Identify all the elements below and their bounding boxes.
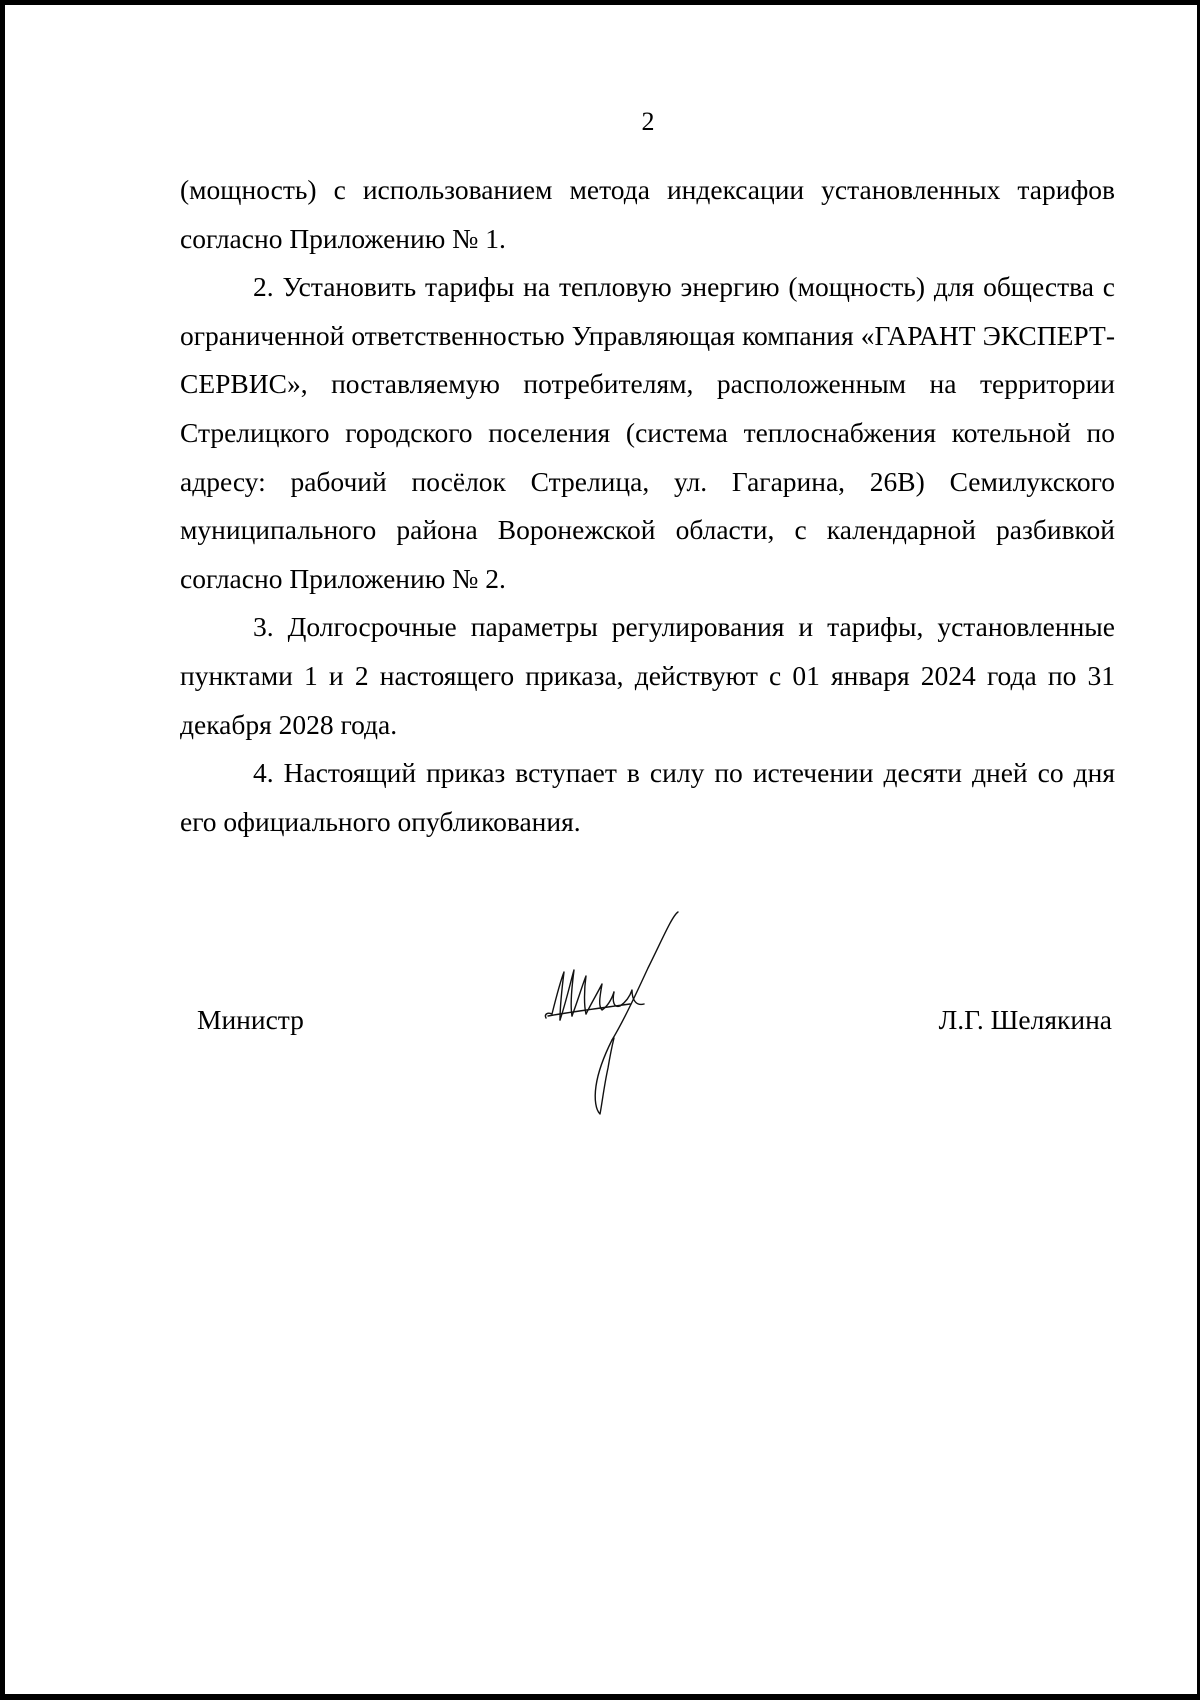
- paragraph-item-3: 3. Долгосрочные параметры регулирования и тарифы, установленные пунктами 1 и 2 настоящего приказа, действуют с 01 января 2024 года по 31 декабря 2028 года.: [180, 611, 1115, 740]
- paragraph-continuation: (мощность) с использованием метода индексации установленных тарифов согласно Приложению № 1.: [180, 174, 1115, 254]
- signatory-title: Министр: [197, 1004, 304, 1035]
- paragraph-item-4: 4. Настоящий приказ вступает в силу по истечении десяти дней со дня его официального опубликования.: [180, 757, 1115, 837]
- signatory-name: Л.Г. Шелякина: [938, 1004, 1112, 1035]
- paragraph-item-2: 2. Установить тарифы на тепловую энергию (мощность) для общества с ограниченной ответственностью Управляющая компания «ГАРАНТ ЭКСПЕРТ-СЕРВИС», поставляемую потребителям, расположенным на территории Стрелицкого городского поселения (система теплоснабжения котельной по адресу: рабочий посёлок Стрелица, ул. Гагарина, 26В) Семилукского муниципального района Воронежской области, с календарной разбивкой согласно Приложению № 2.: [180, 271, 1115, 594]
- document-body: [180, 166, 1115, 846]
- handwritten-signature: [540, 910, 690, 1115]
- page-number: 2: [641, 107, 655, 136]
